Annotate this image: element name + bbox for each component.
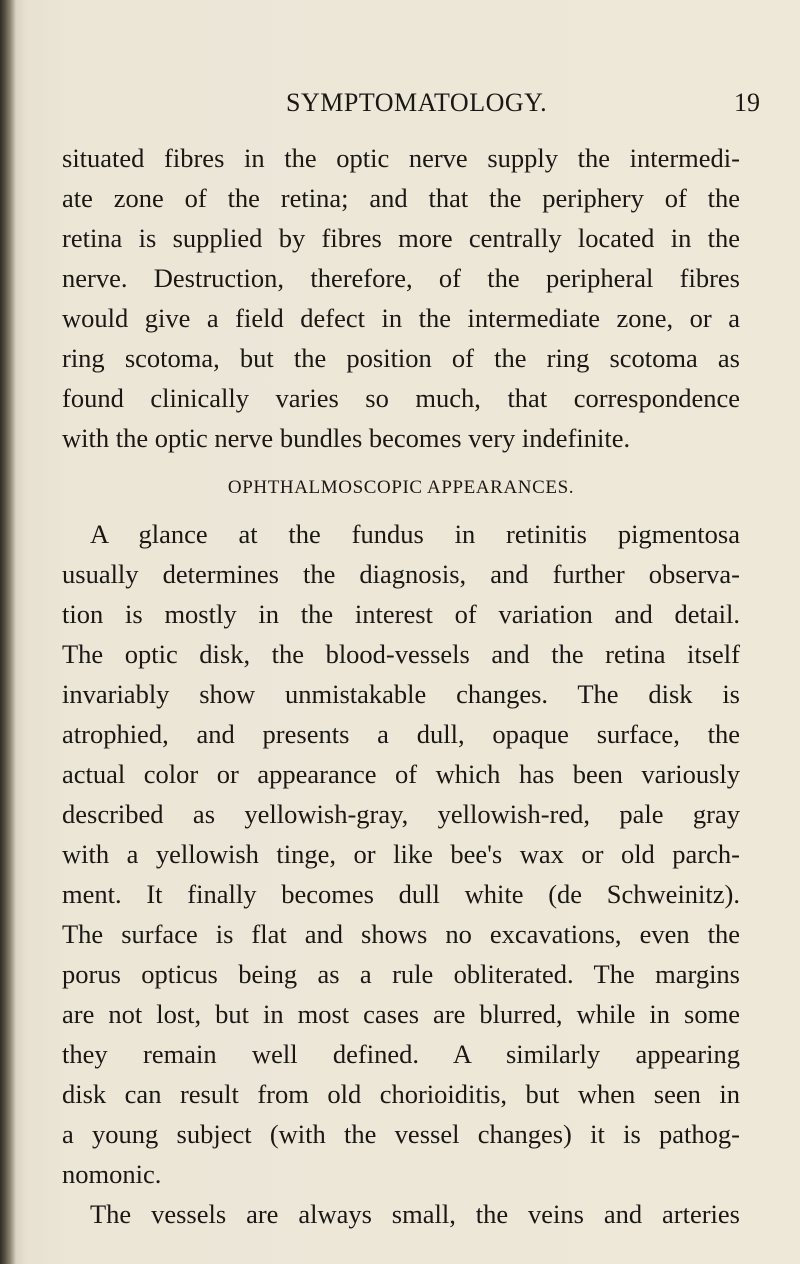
text-line: ate zone of the retina; and that the periphery of the	[62, 183, 740, 213]
section-heading: OPHTHALMOSCOPIC APPEARANCES.	[227, 477, 575, 498]
text-line: ment. It finally becomes dull white (de Schweinitz).	[62, 879, 740, 909]
text-line: tion is mostly in the interest of variation and detail.	[62, 599, 740, 629]
paragraph-vessels	[62, 1194, 740, 1234]
text-line: actual color or appearance of which has been variously	[62, 759, 740, 789]
text-line: usually determines the diagnosis, and further observa-	[62, 559, 740, 589]
text-line: A glance at the fundus in retinitis pigmentosa	[90, 519, 740, 549]
text-line: are not lost, but in most cases are blurred, while in some	[62, 999, 740, 1029]
text-line: The vessels are always small, the veins and arteries	[90, 1199, 740, 1229]
paragraph-continuation	[62, 138, 740, 458]
text-line: disk can result from old chorioiditis, but when seen in	[62, 1079, 740, 1109]
text-line: they remain well defined. A similarly appearing	[62, 1039, 740, 1069]
text-line: retina is supplied by fibres more centrally located in the	[62, 223, 740, 253]
text-line: The optic disk, the blood-vessels and the retina itself	[62, 639, 740, 669]
text-line: invariably show unmistakable changes. The disk is	[62, 679, 740, 709]
body-text	[62, 138, 740, 1234]
text-line: nomonic.	[62, 1159, 162, 1189]
text-line: would give a field defect in the intermediate zone, or a	[62, 303, 740, 333]
text-line: The surface is flat and shows no excavations, even the	[62, 919, 740, 949]
text-line: with a yellowish tinge, or like bee's wax or old parch-	[62, 839, 740, 869]
text-line: with the optic nerve bundles becomes very indefinite.	[62, 423, 631, 453]
text-line: porus opticus being as a rule obliterated. The margins	[62, 959, 740, 989]
book-binding-edge	[0, 0, 16, 1264]
text-line: situated fibres in the optic nerve supply the intermedi-	[62, 143, 740, 173]
text-line: ring scotoma, but the position of the ring scotoma as	[62, 343, 740, 373]
text-line: found clinically varies so much, that correspondence	[62, 383, 740, 413]
page-number: 19	[734, 88, 760, 117]
text-line: a young subject (with the vessel changes) it is pathog-	[62, 1119, 740, 1149]
paragraph-ophthalmoscopic	[62, 514, 740, 1194]
running-head	[60, 88, 760, 122]
text-line: nerve. Destruction, therefore, of the peripheral fibres	[62, 263, 740, 293]
text-line: described as yellowish-gray, yellowish-red, pale gray	[62, 799, 740, 829]
text-line: atrophied, and presents a dull, opaque surface, the	[62, 719, 740, 749]
running-title: SYMPTOMATOLOGY.	[286, 88, 548, 117]
